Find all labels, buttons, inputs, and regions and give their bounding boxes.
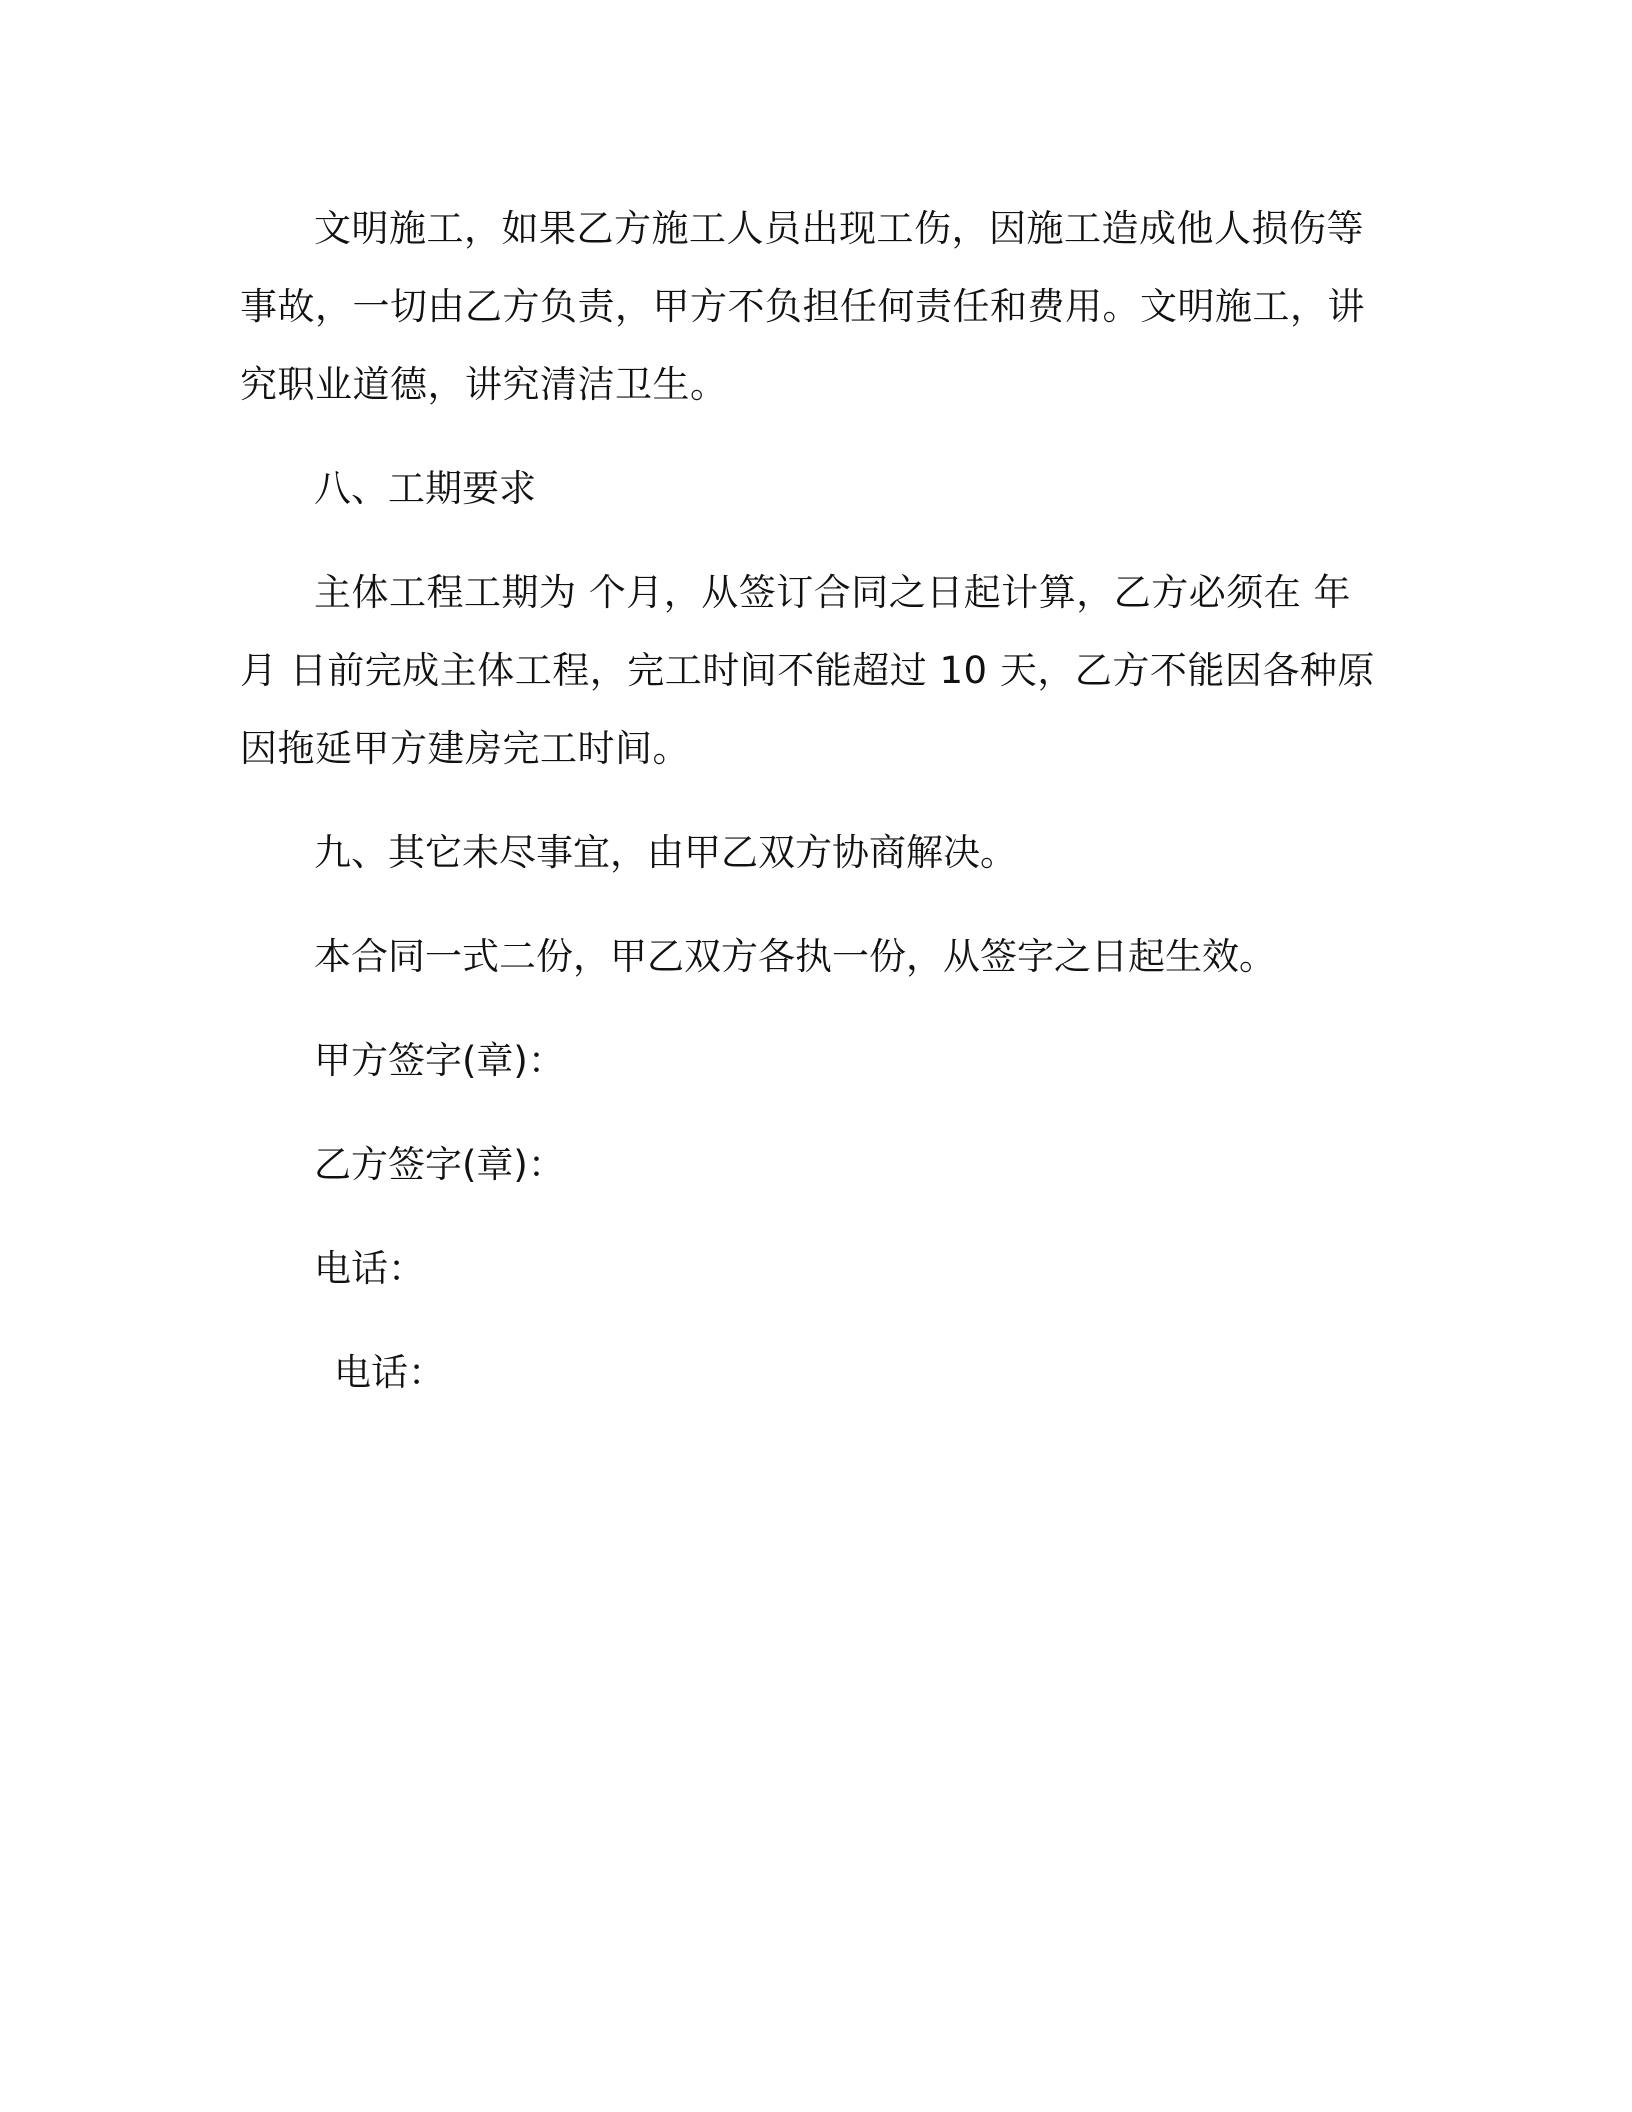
paragraph-schedule-requirements: 主体工程工期为 个月，从签订合同之日起计算，乙方必须在 年 月 日前完成主体工程，完工时间不能超过 10 天，乙方不能因各种原因拖延甲方建房完工时间。 [240,571,1375,770]
section-heading-schedule: 八、工期要求 [314,467,536,510]
section-heading-other-matters: 九、其它未尽事宜，由甲乙双方协商解决。 [314,831,1017,874]
party-b-signature-label: 乙方签字(章)： [314,1143,565,1186]
party-a-signature-label: 甲方签字(章)： [314,1039,565,1082]
document-body [240,190,1390,1438]
phone-label-1: 电话： [314,1247,425,1290]
paragraph-contract-copies: 本合同一式二份，甲乙双方各执一份，从签字之日起生效。 [314,935,1276,978]
phone-label-2: 电话： [334,1351,445,1394]
paragraph-civilized-construction: 文明施工，如果乙方施工人员出现工伤，因施工造成他人损伤等事故，一切由乙方负责，甲方不负担任何责任和费用。文明施工，讲究职业道德，讲究清洁卫生。 [240,207,1365,406]
